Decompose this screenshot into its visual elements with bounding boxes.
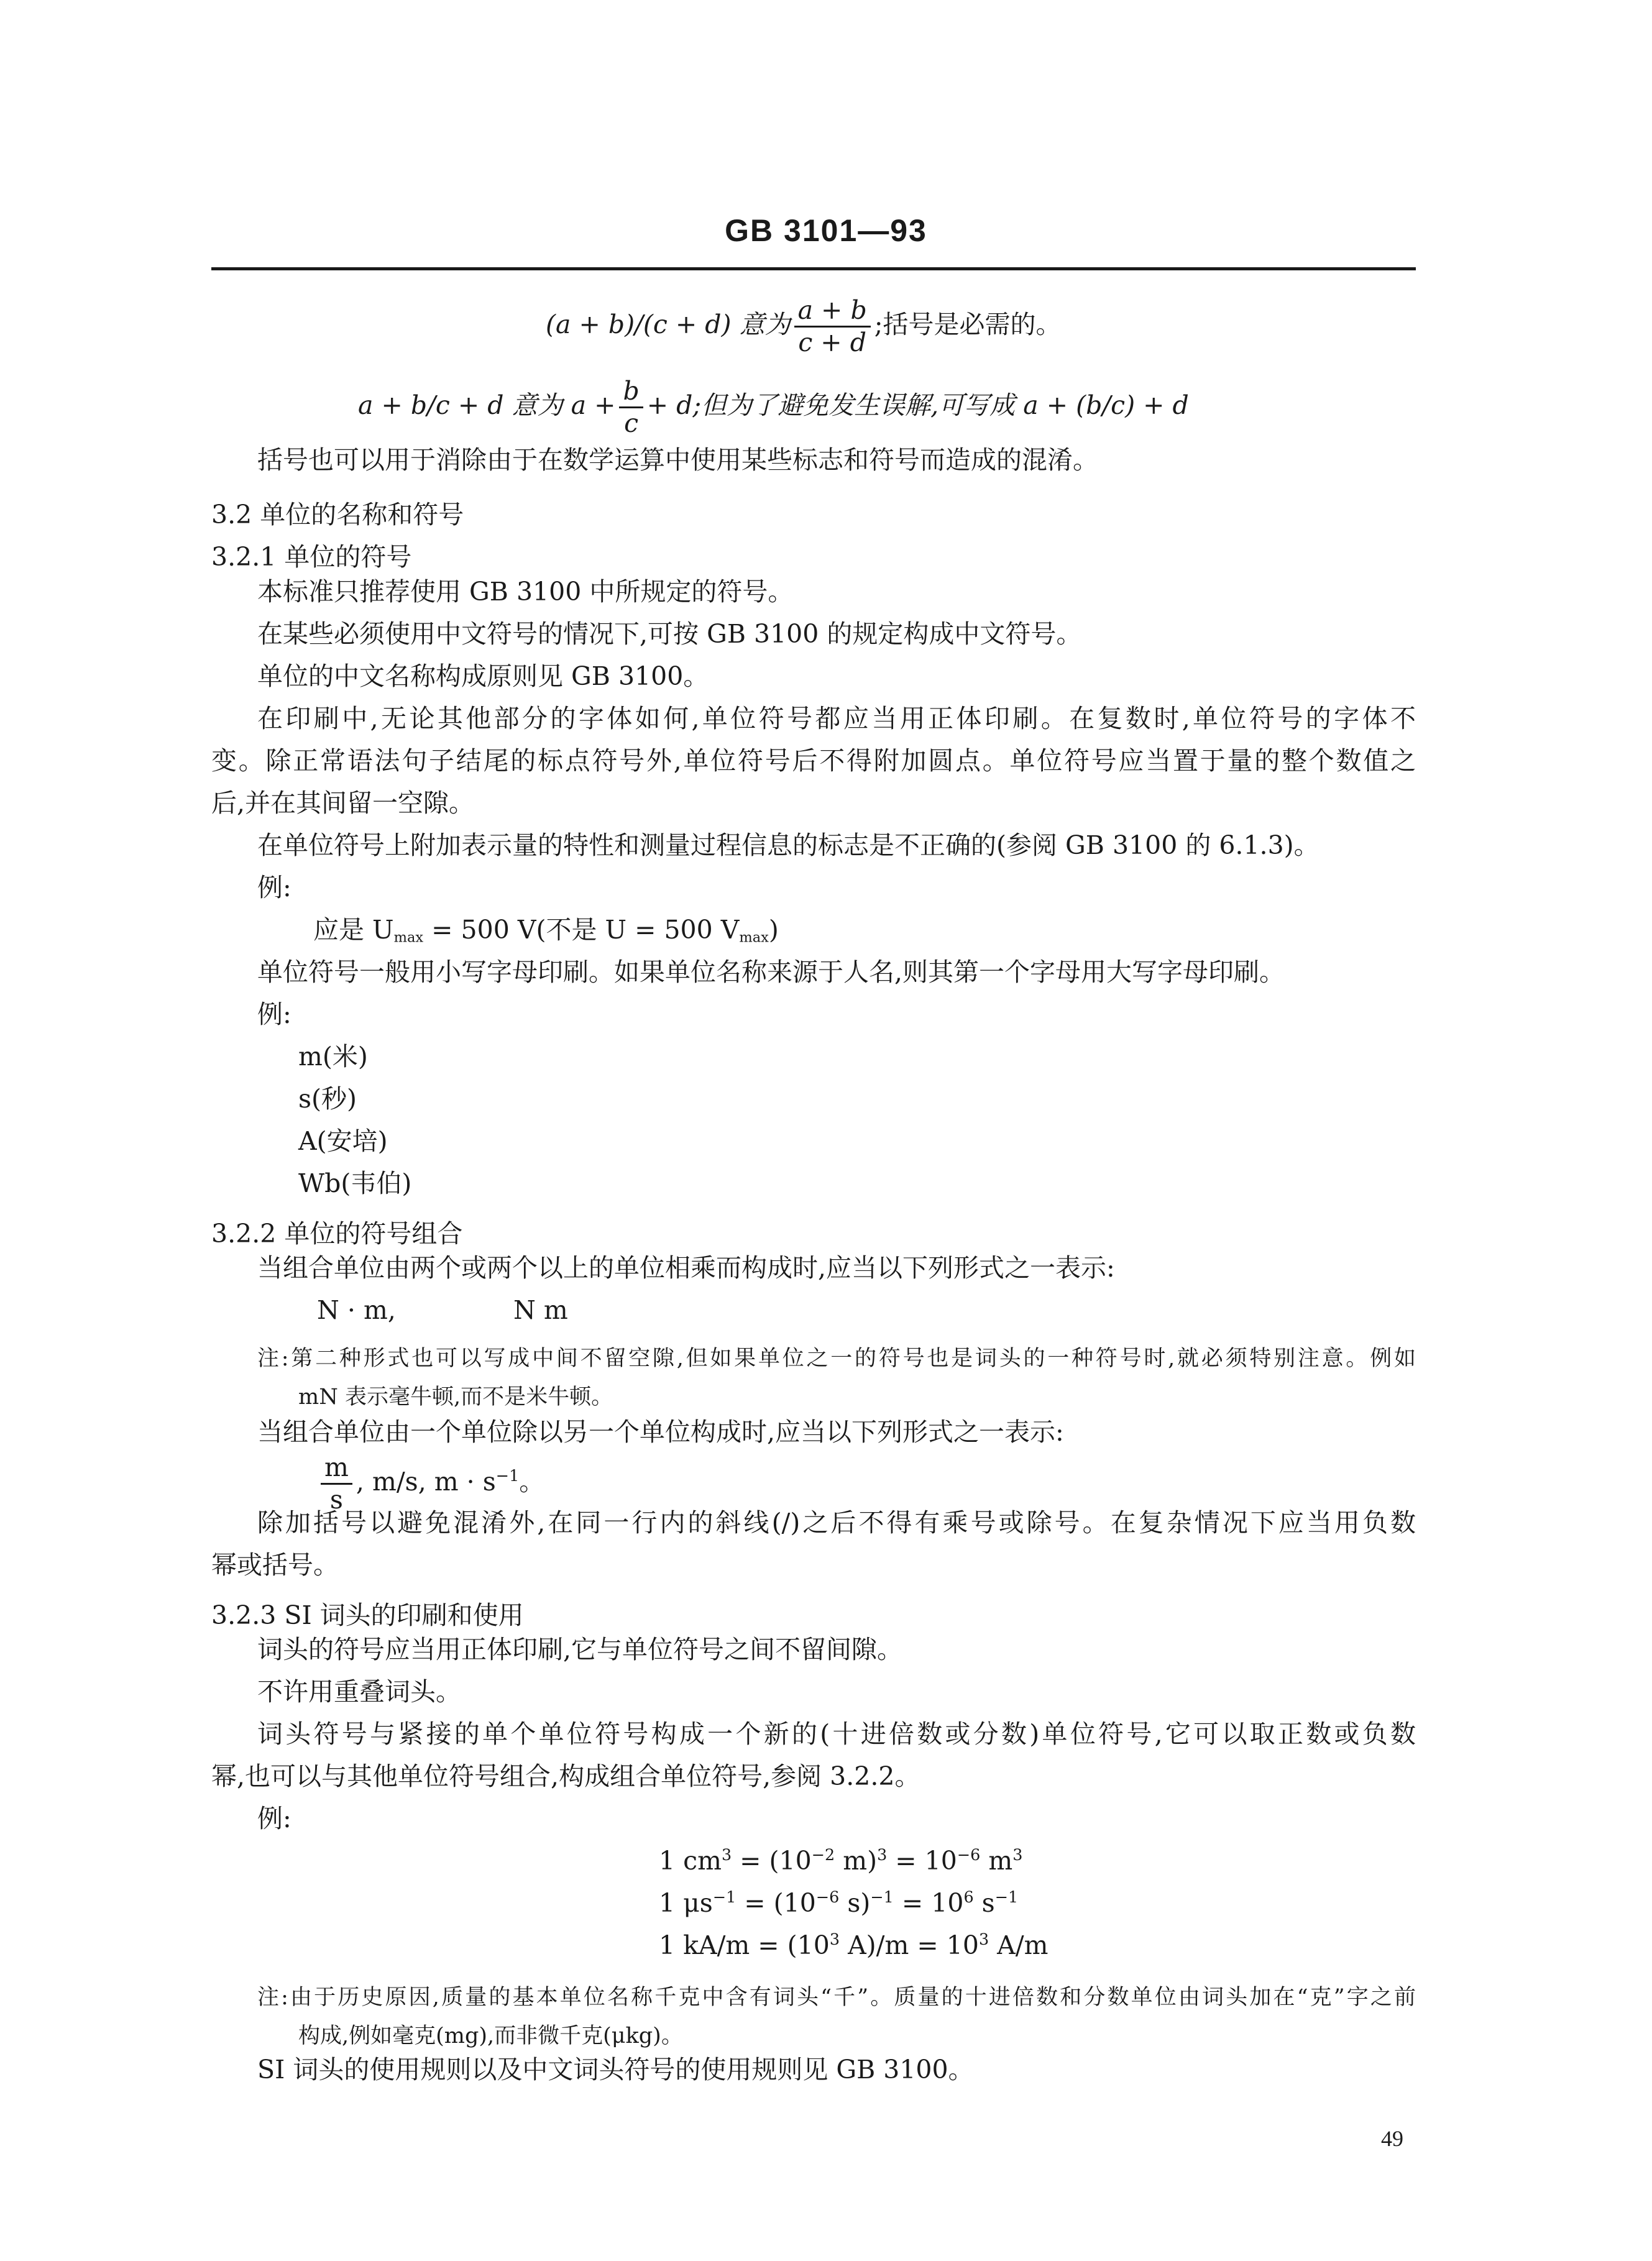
example-divide-fraction — [321, 1454, 352, 1513]
eq1-exp: −6 — [957, 1845, 981, 1864]
formula-1-numerator: a + b — [794, 297, 871, 328]
paragraph-brackets: 括号也可以用于消除由于在数学运算中使用某些标志和符号而造成的混淆。 — [257, 445, 1098, 475]
example-divide-exponent: −1 — [495, 1465, 520, 1485]
eq3-part: A/m — [989, 1930, 1049, 1960]
paragraph-prefix-new-line-2: 幂,也可以与其他单位符号组合,构成组合单位符号,参阅 3.2.2。 — [211, 1761, 920, 1791]
example-label-2: 例: — [257, 999, 291, 1029]
eq2-part: s) — [839, 1888, 871, 1918]
example-label-1: 例: — [257, 873, 291, 902]
formula-2-denominator: c — [624, 408, 639, 439]
eq2-part: 1 μs — [659, 1888, 713, 1918]
paragraph-no-compound: 不许用重叠词头。 — [257, 1677, 461, 1707]
example-unit-s: s(秒) — [298, 1084, 357, 1114]
paragraph-chinese-names: 单位的中文名称构成原则见 GB 3100。 — [257, 661, 709, 691]
example-label-3: 例: — [257, 1804, 291, 1833]
paragraph-prefix-new-line-1: 词头符号与紧接的单个单位符号构成一个新的(十进倍数或分数)单位符号,它可以取正数或负数 — [257, 1719, 1416, 1749]
formula-2-left: a + b/c + d 意为 a + — [358, 390, 616, 421]
paragraph-recommend: 本标准只推荐使用 GB 3100 中所规定的符号。 — [257, 577, 794, 607]
eq1-part: 1 cm — [659, 1846, 722, 1876]
heading-3-2-2: 3.2.2 单位的符号组合 — [211, 1219, 463, 1249]
paragraph-print-line-3: 后,并在其间留一空隙。 — [211, 788, 475, 818]
example-unit-Wb: Wb(韦伯) — [298, 1168, 412, 1198]
example-umax-part-b: = 500 V(不是 U = 500 V — [423, 915, 740, 945]
eq1-exp: 3 — [721, 1845, 732, 1864]
paragraph-print-line-2: 变。除正常语法句子结尾的标点符号外,单位符号后不得附加圆点。单位符号应当置于量的整个数值之 — [211, 746, 1416, 776]
formula-line-1 — [546, 297, 1062, 356]
eq1-part: = (10 — [732, 1846, 812, 1876]
example-umax — [313, 915, 779, 946]
example-equation-us — [659, 1887, 1019, 1918]
note-2-line-2: 构成,例如毫克(mg),而非微千克(μkg)。 — [298, 2024, 683, 2048]
paragraph-slash-line-2: 幂或括号。 — [211, 1550, 339, 1580]
eq1-part: m — [980, 1846, 1013, 1876]
eq2-exp: −1 — [870, 1887, 894, 1906]
paragraph-chinese-symbols: 在某些必须使用中文符号的情况下,可按 GB 3100 的规定构成中文符号。 — [257, 619, 1082, 649]
note-1-line-2: mN 表示毫牛顿,而不是米牛顿。 — [298, 1385, 613, 1410]
example-unit-A: A(安培) — [298, 1126, 388, 1156]
paragraph-lowercase: 单位符号一般用小写字母印刷。如果单位名称来源于人名,则其第一个字母用大写字母印刷。 — [257, 957, 1285, 987]
example-equation-kam — [659, 1929, 1049, 1960]
example-divide-rest: , m/s, m · s — [356, 1467, 496, 1497]
eq2-part: s — [973, 1888, 995, 1918]
formula-1-right: ;括号是必需的。 — [874, 310, 1062, 340]
eq2-exp: −1 — [994, 1887, 1019, 1906]
paragraph-attach: 在单位符号上附加表示量的特性和测量过程信息的标志是不正确的(参阅 GB 3100 的 6.1.3)。 — [257, 830, 1319, 860]
eq1-exp: 3 — [1012, 1845, 1023, 1864]
example-umax-part-a: 应是 U — [313, 915, 394, 945]
eq2-exp: 6 — [963, 1887, 974, 1906]
example-umax-subscript-2: max — [739, 929, 769, 946]
formula-1-fraction — [794, 297, 871, 356]
example-divide-end: 。 — [519, 1467, 545, 1497]
example-divide-numerator: m — [321, 1454, 352, 1485]
eq3-part: 1 kA/m = (10 — [659, 1930, 830, 1960]
note-2-line-1: 注:由于历史原因,质量的基本单位名称千克中含有词头“千”。质量的十进倍数和分数单位由词头加在“克”字之前 — [257, 1985, 1416, 2010]
paragraph-si-rules: SI 词头的使用规则以及中文词头符号的使用规则见 GB 3100。 — [257, 2055, 974, 2084]
heading-3-2: 3.2 单位的名称和符号 — [211, 500, 464, 530]
paragraph-slash-line-1: 除加括号以避免混淆外,在同一行内的斜线(/)之后不得有乘号或除号。在复杂情况下应当用负数 — [257, 1508, 1416, 1538]
eq1-exp: 3 — [877, 1845, 888, 1864]
heading-3-2-3: 3.2.3 SI 词头的印刷和使用 — [211, 1600, 524, 1630]
eq2-part: = (10 — [736, 1888, 816, 1918]
example-nm-dot: N · m, — [317, 1295, 396, 1325]
example-divide-denominator: s — [329, 1485, 343, 1515]
eq2-part: = 10 — [893, 1888, 964, 1918]
example-equation-cm3 — [659, 1845, 1023, 1876]
formula-line-2 — [358, 378, 1189, 437]
formula-2-fraction — [619, 378, 643, 437]
eq2-exp: −6 — [815, 1887, 840, 1906]
paragraph-multiply: 当组合单位由两个或两个以上的单位相乘而构成时,应当以下列形式之一表示: — [257, 1253, 1115, 1283]
header-rule — [211, 267, 1416, 270]
paragraph-prefix-upright: 词头的符号应当用正体印刷,它与单位符号之间不留间隙。 — [257, 1635, 903, 1664]
example-divide-forms — [317, 1454, 544, 1513]
example-umax-part-c: ) — [768, 915, 779, 945]
eq3-exp: 3 — [829, 1929, 840, 1948]
example-nm-space: N m — [513, 1295, 568, 1325]
eq2-exp: −1 — [712, 1887, 737, 1906]
example-umax-subscript: max — [393, 929, 424, 946]
eq1-part: m) — [835, 1846, 878, 1876]
eq1-part: = 10 — [887, 1846, 957, 1876]
eq1-exp: −2 — [811, 1845, 835, 1864]
example-unit-m: m(米) — [298, 1042, 368, 1071]
formula-1-denominator: c + d — [798, 328, 866, 358]
paragraph-divide: 当组合单位由一个单位除以另一个单位构成时,应当以下列形式之一表示: — [257, 1417, 1064, 1447]
eq3-part: A)/m = 10 — [840, 1930, 979, 1960]
note-1-line-1: 注:第二种形式也可以写成中间不留空隙,但如果单位之一的符号也是词头的一种符号时,就必须特别注意。例如 — [257, 1346, 1416, 1371]
formula-2-numerator: b — [619, 378, 643, 408]
heading-3-2-1: 3.2.1 单位的符号 — [211, 542, 412, 572]
paragraph-print-line-1: 在印刷中,无论其他部分的字体如何,单位符号都应当用正体印刷。在复数时,单位符号的字体不 — [257, 704, 1416, 733]
document-code-header: GB 3101—93 — [725, 213, 927, 248]
eq3-exp: 3 — [978, 1929, 989, 1948]
formula-2-right: + d;但为了避免发生误解,可写成 a + (b/c) + d — [646, 390, 1189, 421]
page-number: 49 — [1381, 2126, 1403, 2151]
formula-1-left: (a + b)/(c + d) 意为 — [546, 310, 791, 340]
